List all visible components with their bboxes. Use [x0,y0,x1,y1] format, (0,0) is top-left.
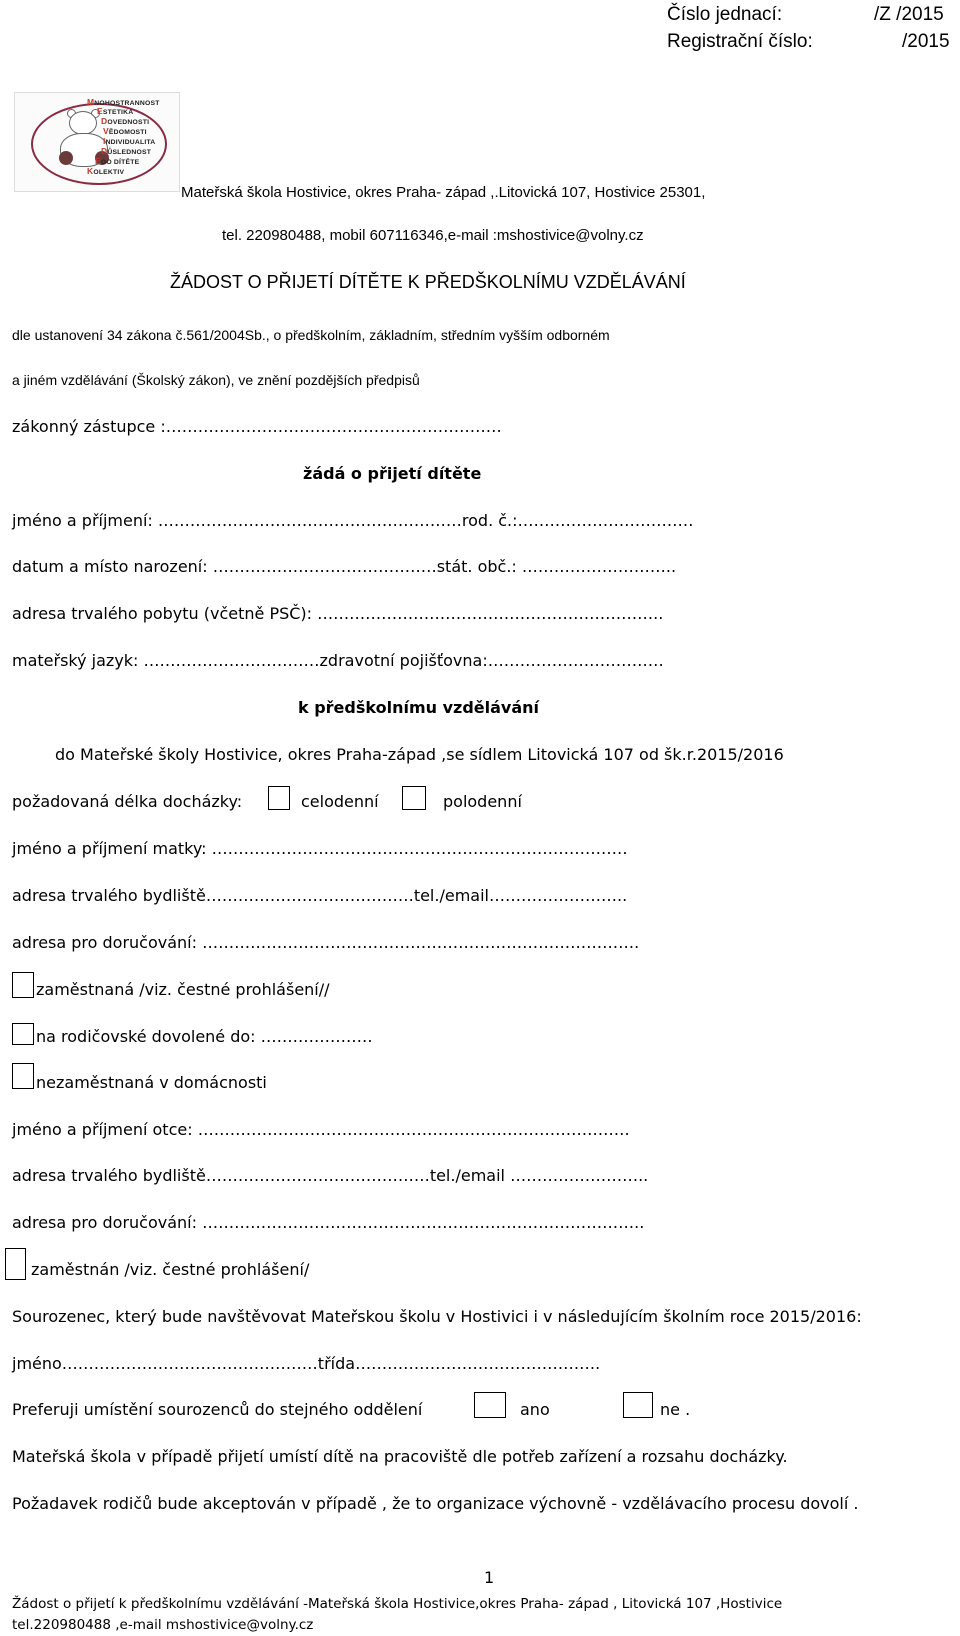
father-employed-checkbox[interactable] [5,1248,26,1280]
unemployed-checkbox[interactable] [12,1063,34,1089]
prefer-yes-label: ano [520,1400,550,1419]
law-line-2: a jiném vzdělávání (Školský zákon), ve znění pozdějších předpisů [12,372,420,388]
footer-line-1: Žádost o přijetí k předškolnímu vzdělávání -Mateřská škola Hostivice,okres Praha- západ , Litovická 107 ,Hostivice [12,1596,783,1612]
footer-line-2: tel.220980488 ,e-mail mshostivice@volny.cz [12,1617,314,1633]
mother-delivery-address-field[interactable]: adresa pro doručování: ………………………………………………………………………. [12,933,640,952]
logo-word: EGO DÍTĚTE [95,156,140,166]
birth-date-place-field[interactable]: datum a místo narození: ……………………………………stát. obč.: ……………………….. [12,557,677,576]
bear-paw-left [59,151,73,165]
school-contact: tel. 220980488, mobil 607116346,e-mail :mshostivice@volny.cz [222,227,644,244]
sibling-name-class-field[interactable]: jméno…………………………………………třída………………………………………. [12,1354,601,1373]
half-day-label: polodenní [443,792,522,811]
full-day-label: celodenní [301,792,379,811]
registracni-cislo-value: /2015 [902,31,950,52]
parental-leave-label[interactable]: na rodičovské dovolené do: ………………… [36,1027,373,1046]
prefer-no-checkbox[interactable] [623,1392,653,1418]
requests-admission-heading: žádá o přijetí dítěte [303,464,482,483]
parental-leave-checkbox[interactable] [12,1023,34,1045]
attendance-length-label: požadovaná délka docházky: [12,792,243,811]
father-address-field[interactable]: adresa trvalého bydliště……………………………………tel./email …………………….. [12,1166,649,1185]
cislo-jednaci-label: Číslo jednací: [667,4,783,25]
page-title: ŽÁDOST O PŘIJETÍ DÍTĚTE K PŘEDŠKOLNÍMU VZDĚLÁVÁNÍ [170,272,686,292]
prefer-no-label: ne . [660,1400,691,1419]
law-line-1: dle ustanovení 34 zákona č.561/2004Sb., o předškolním, základním, středním vyšším odborném [12,327,610,343]
logo-word: KOLEKTIV [87,166,125,176]
logo-word: VĚDOMOSTI [103,126,147,136]
full-day-checkbox[interactable] [268,786,290,810]
prefer-siblings-label: Preferuji umístění sourozenců do stejného oddělení [12,1400,423,1419]
page-number: 1 [484,1568,495,1587]
logo-word: INDIVIDUALITA [103,136,156,146]
child-name-field[interactable]: jméno a příjmení: …………………………………………………rod. č.:…………………………… [12,511,694,530]
father-employed-label: zaměstnán /viz. čestné prohlášení/ [31,1260,310,1279]
cislo-jednaci-value: /Z /2015 [874,4,944,25]
legal-guardian-field[interactable]: zákonný zástupce :……………………………………………………… [12,417,502,436]
logo-word: DŮSLEDNOST [101,146,152,156]
registracni-cislo-label: Registrační číslo: [667,31,813,52]
half-day-checkbox[interactable] [402,786,426,810]
permanent-address-field[interactable]: adresa trvalého pobytu (včetně PSČ): ……………………………………………………….. [12,604,664,623]
father-name-field[interactable]: jméno a příjmení otce: ……………………………………………………………………… [12,1120,630,1139]
prefer-yes-checkbox[interactable] [474,1392,506,1418]
mother-tongue-insurance-field[interactable]: mateřský jazyk: ……………………………zdravotní pojišťovna:…………………………… [12,651,664,670]
bear-head [69,111,97,135]
logo-word: ESTETIKA [97,106,134,116]
mother-address-field[interactable]: adresa trvalého bydliště…………………………………tel./email…………………….. [12,886,628,905]
mother-name-field[interactable]: jméno a příjmení matky: …………………………………………………………………… [12,839,628,858]
sibling-info: Sourozenec, který bude navštěvovat Mateřskou školu v Hostivici i v následujícím školním roce 2015/2016: [12,1307,862,1326]
school-address: Mateřská škola Hostivice, okres Praha- západ ,.Litovická 107, Hostivice 25301, [181,184,706,201]
school-logo [14,92,180,192]
logo-word: DOVEDNOSTI [101,116,150,126]
placement-note: Mateřská škola v případě přijetí umístí dítě na pracoviště dle potřeb zařízení a rozsahu docházky. [12,1447,788,1466]
preschool-education-heading: k předškolnímu vzdělávání [298,698,540,717]
mother-employed-label: zaměstnaná /viz. čestné prohlášení// [36,980,330,999]
father-delivery-address-field[interactable]: adresa pro doručování: ……………………………………………………………………….. [12,1213,645,1232]
mother-employed-checkbox[interactable] [12,972,34,998]
unemployed-label: nezaměstnaná v domácnosti [36,1073,267,1092]
kindergarten-info: do Mateřské školy Hostivice, okres Praha-západ ,se sídlem Litovická 107 od šk.r.2015/2016 [55,745,784,764]
logo-word: MNOHOSTRANNOST [87,97,160,107]
request-acceptance-note: Požadavek rodičů bude akceptován v případě , že to organizace výchovně - vzdělávacího procesu dovolí . [12,1494,859,1513]
